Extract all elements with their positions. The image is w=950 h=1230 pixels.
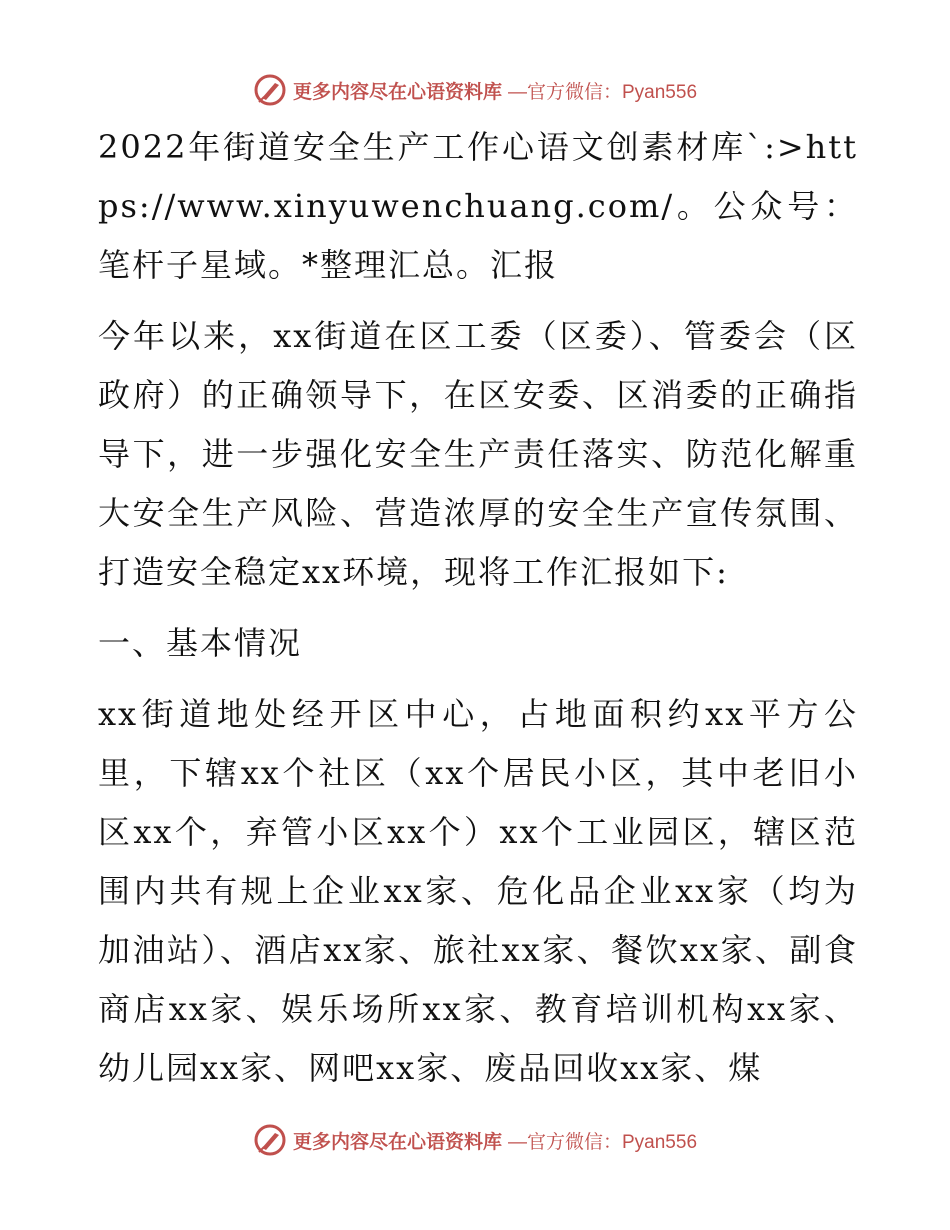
quill-logo-icon xyxy=(253,1123,287,1157)
document-body xyxy=(98,118,858,1098)
quill-logo-icon xyxy=(253,73,287,107)
watermark-contact: —官方微信：Pyan556 xyxy=(508,81,698,103)
section-heading: 一、基本情况 xyxy=(98,624,303,662)
watermark-banner-bottom xyxy=(0,1120,950,1160)
section-body-paragraph: xx街道地处经开区中心，占地面积约xx平方公里，下辖xx个社区（xx个居民小区，其中老旧小区xx个，弃管小区xx个）xx个工业园区，辖区范围内共有规上企业xx家、危化品企业xx家（均为加油站）、酒店xx家、旅社xx家、餐饮xx家、副食商店xx家、娱乐场所xx家、教育培训机构xx家、幼儿园xx家、网吧xx家、废品回收xx家、煤 xyxy=(98,695,858,1087)
watermark-brand: 更多内容尽在心语资料库 xyxy=(292,80,502,103)
watermark-banner-top xyxy=(0,70,950,110)
watermark-brand: 更多内容尽在心语资料库 xyxy=(292,1130,502,1153)
document-title: 2022年街道安全生产工作心语文创素材库`:>https://www.xinyuwenchuang.com/。公众号：笔杆子星域。*整理汇总。汇报 xyxy=(98,128,858,284)
watermark-contact: —官方微信：Pyan556 xyxy=(508,1131,698,1153)
intro-paragraph: 今年以来，xx街道在区工委（区委）、管委会（区政府）的正确领导下，在区安委、区消委的正确指导下，进一步强化安全生产责任落实、防范化解重大安全生产风险、营造浓厚的安全生产宣传氛围、打造安全稳定xx环境，现将工作汇报如下: xyxy=(98,317,858,591)
